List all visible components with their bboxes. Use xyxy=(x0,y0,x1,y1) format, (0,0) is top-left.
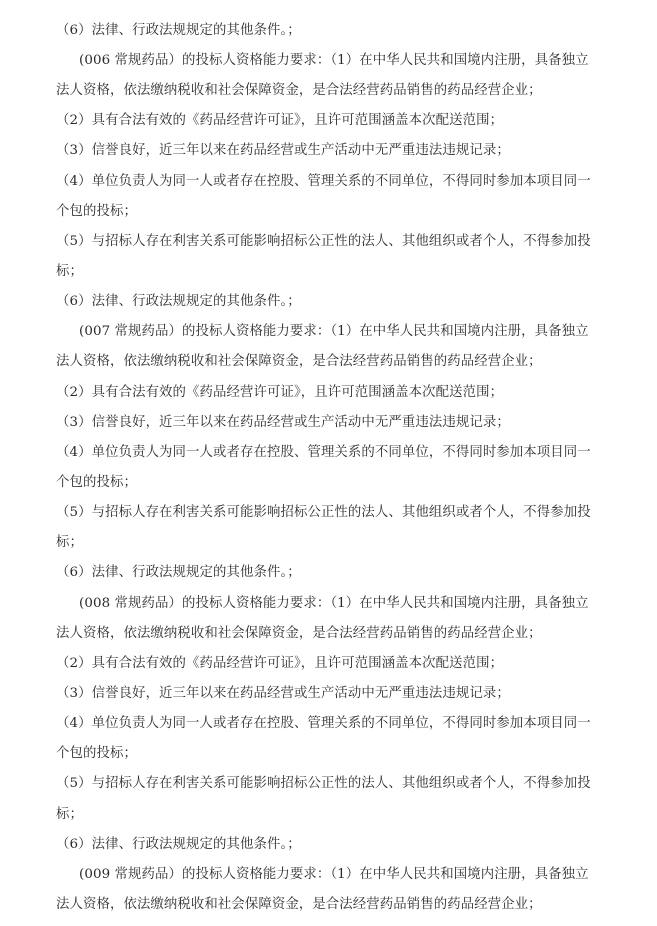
text-line: （2）具有合法有效的《药品经营许可证》，且许可范围涵盖本次配送范围； xyxy=(56,656,504,671)
text-line: （4）单位负责人为同一人或者存在控股、管理关系的不同单位，不得同时参加本项目同一 xyxy=(56,174,591,189)
text-line: （6）法律、行政法规规定的其他条件。； xyxy=(56,23,301,38)
text-line: （4）单位负责人为同一人或者存在控股、管理关系的不同单位，不得同时参加本项目同一 xyxy=(56,716,591,731)
text-line: （5）与招标人存在利害关系可能影响招标公正性的法人、其他组织或者个人，不得参加投 xyxy=(56,776,591,791)
text-line: 法人资格，依法缴纳税收和社会保障资金，是合法经营药品销售的药品经营企业； xyxy=(56,897,542,912)
text-line: （6）法律、行政法规规定的其他条件。； xyxy=(56,837,301,852)
text-line: (008 常规药品）的投标人资格能力要求：（1）在中华人民共和国境内注册，具备独立 xyxy=(79,596,589,611)
text-line: （2）具有合法有效的《药品经营许可证》，且许可范围涵盖本次配送范围； xyxy=(56,385,504,400)
text-line: （5）与招标人存在利害关系可能影响招标公正性的法人、其他组织或者个人，不得参加投 xyxy=(56,234,591,249)
text-line: 个包的投标； xyxy=(56,475,137,490)
text-line: 标； xyxy=(56,535,83,550)
text-line: （6）法律、行政法规规定的其他条件。； xyxy=(56,565,301,580)
text-line: 个包的投标； xyxy=(56,746,137,761)
text-line: 法人资格，依法缴纳税收和社会保障资金，是合法经营药品销售的药品经营企业； xyxy=(56,626,542,641)
text-line: （2）具有合法有效的《药品经营许可证》，且许可范围涵盖本次配送范围； xyxy=(56,113,504,128)
text-line: 个包的投标； xyxy=(56,204,137,219)
text-line: （3）信誉良好，近三年以来在药品经营或生产活动中无严重违法违规记录； xyxy=(56,686,510,701)
text-line: （6）法律、行政法规规定的其他条件。； xyxy=(56,294,301,309)
text-line: 标； xyxy=(56,264,83,279)
text-line: （3）信誉良好，近三年以来在药品经营或生产活动中无严重违法违规记录； xyxy=(56,143,510,158)
text-line: 标； xyxy=(56,807,83,822)
text-line: (007 常规药品）的投标人资格能力要求：（1）在中华人民共和国境内注册，具备独立 xyxy=(79,324,589,339)
text-line: （4）单位负责人为同一人或者存在控股、管理关系的不同单位，不得同时参加本项目同一 xyxy=(56,445,591,460)
text-line: （5）与招标人存在利害关系可能影响招标公正性的法人、其他组织或者个人，不得参加投 xyxy=(56,505,591,520)
text-line: （3）信誉良好，近三年以来在药品经营或生产活动中无严重违法违规记录； xyxy=(56,415,510,430)
text-line: (009 常规药品）的投标人资格能力要求：（1）在中华人民共和国境内注册，具备独立 xyxy=(79,867,589,882)
text-line: 法人资格，依法缴纳税收和社会保障资金，是合法经营药品销售的药品经营企业； xyxy=(56,83,542,98)
text-line: 法人资格，依法缴纳税收和社会保障资金，是合法经营药品销售的药品经营企业； xyxy=(56,354,542,369)
text-line: (006 常规药品）的投标人资格能力要求：（1）在中华人民共和国境内注册，具备独立 xyxy=(79,53,589,68)
